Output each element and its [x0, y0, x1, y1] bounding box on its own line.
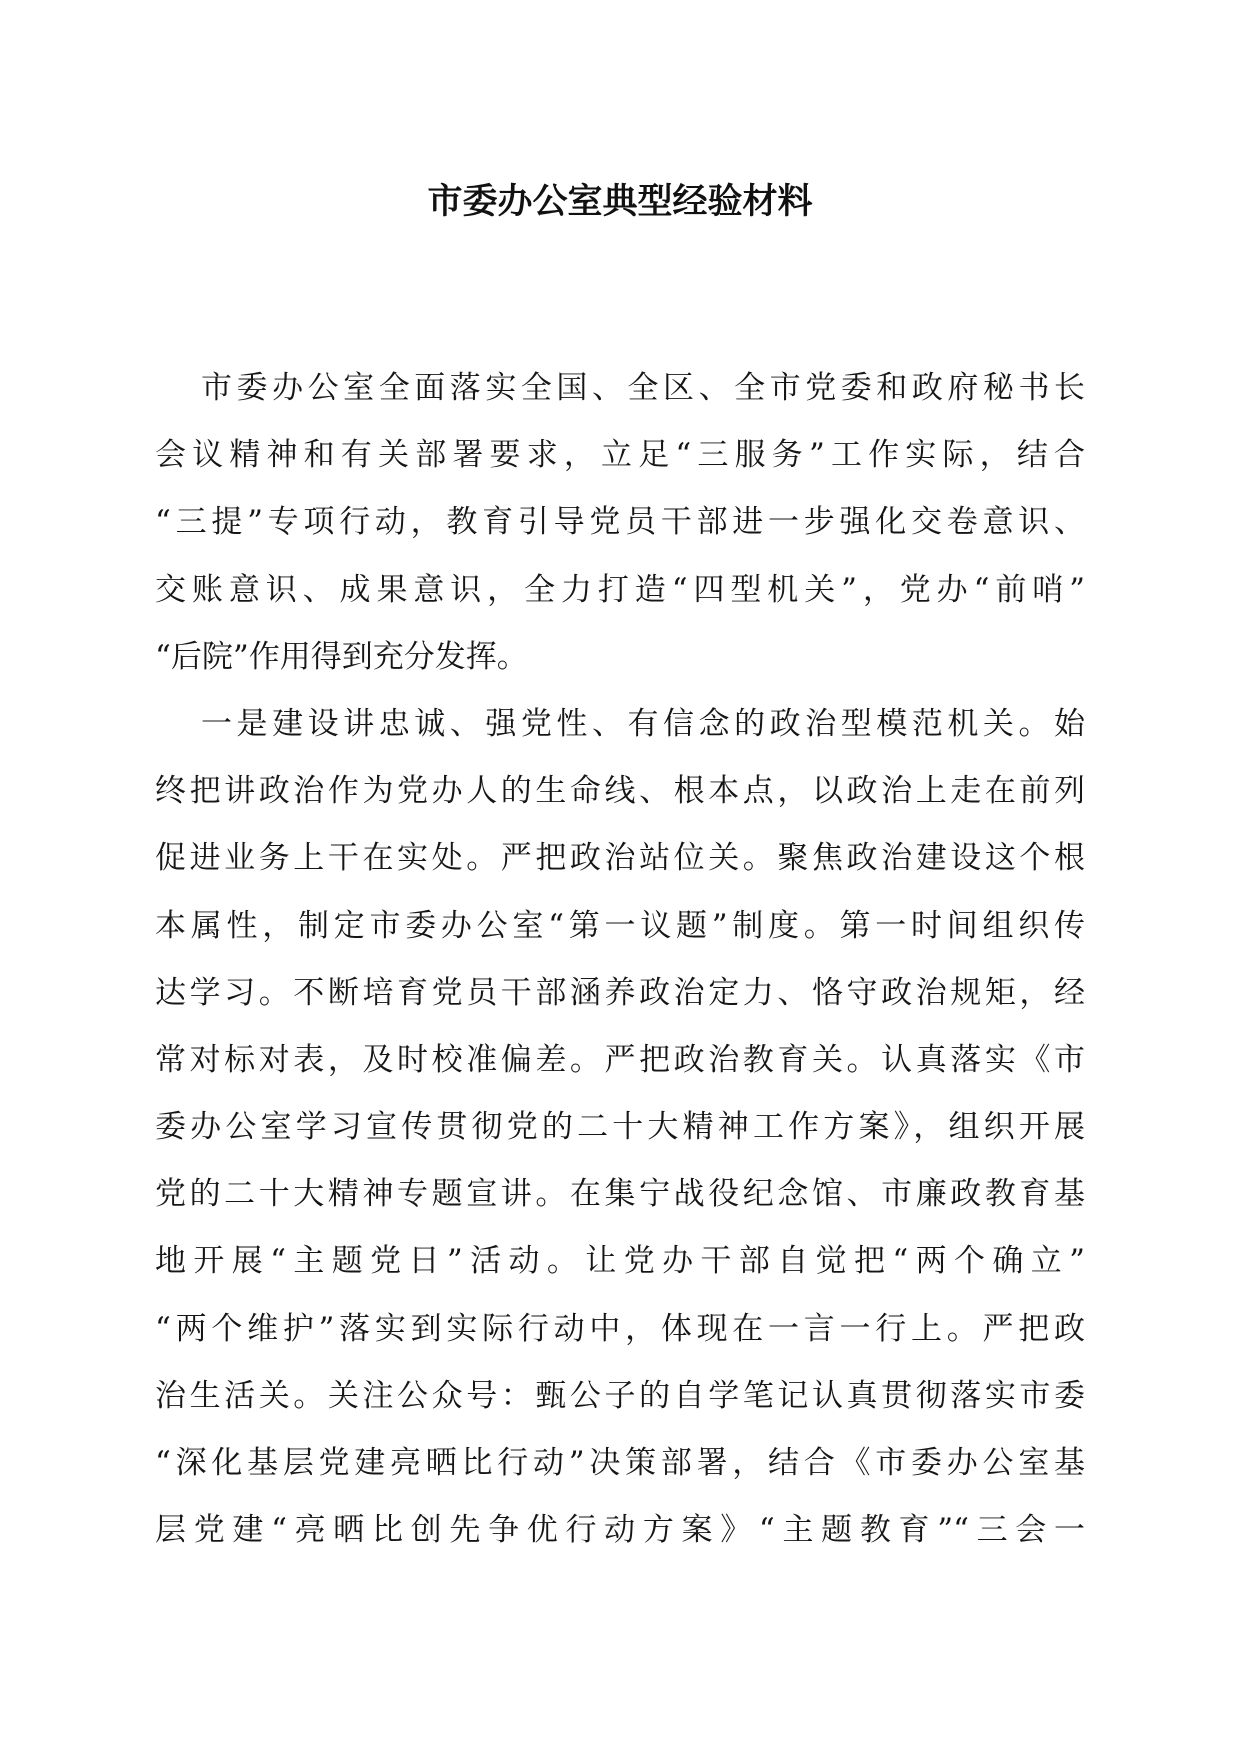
body-line: “三提”专项行动，教育引导党员干部进一步强化交卷意识、: [155, 504, 1085, 541]
body-line: 党的二十大精神专题宣讲。在集宁战役纪念馆、市廉政教育基: [155, 1176, 1085, 1213]
body-line: 层党建“亮晒比创先争优行动方案》“主题教育”“三会一: [155, 1512, 1085, 1549]
body-line: 会议精神和有关部署要求，立足“三服务”工作实际，结合: [155, 437, 1085, 474]
body-line: 终把讲政治作为党办人的生命线、根本点，以政治上走在前列: [155, 773, 1085, 810]
body-line: 促进业务上干在实处。严把政治站位关。聚焦政治建设这个根: [155, 840, 1085, 877]
body-line: 委办公室学习宣传贯彻党的二十大精神工作方案》，组织开展: [155, 1109, 1085, 1146]
body-line: 地开展“主题党日”活动。让党办干部自觉把“两个确立”: [155, 1243, 1085, 1280]
body-line: 达学习。不断培育党员干部涵养政治定力、恪守政治规矩，经: [155, 974, 1085, 1011]
document-body: [155, 355, 1085, 1564]
body-line: 本属性，制定市委办公室“第一议题”制度。第一时间组织传: [155, 907, 1085, 944]
body-line: “两个维护”落实到实际行动中，体现在一言一行上。严把政: [155, 1310, 1085, 1347]
body-line: 一是建设讲忠诚、强党性、有信念的政治型模范机关。始: [201, 705, 1085, 742]
body-line: “深化基层党建亮晒比行动”决策部署，结合《市委办公室基: [155, 1445, 1085, 1481]
body-line: 交账意识、成果意识，全力打造“四型机关”，党办“前哨”: [155, 571, 1085, 608]
body-line: 市委办公室全面落实全国、全区、全市党委和政府秘书长: [201, 370, 1085, 406]
document-title: 市委办公室典型经验材料: [427, 181, 813, 222]
body-line: “后院”作用得到充分发挥。: [155, 638, 528, 675]
body-line: 治生活关。关注公众号：甄公子的自学笔记认真贯彻落实市委: [155, 1377, 1085, 1414]
body-line: 常对标对表，及时校准偏差。严把政治教育关。认真落实《市: [155, 1041, 1085, 1078]
